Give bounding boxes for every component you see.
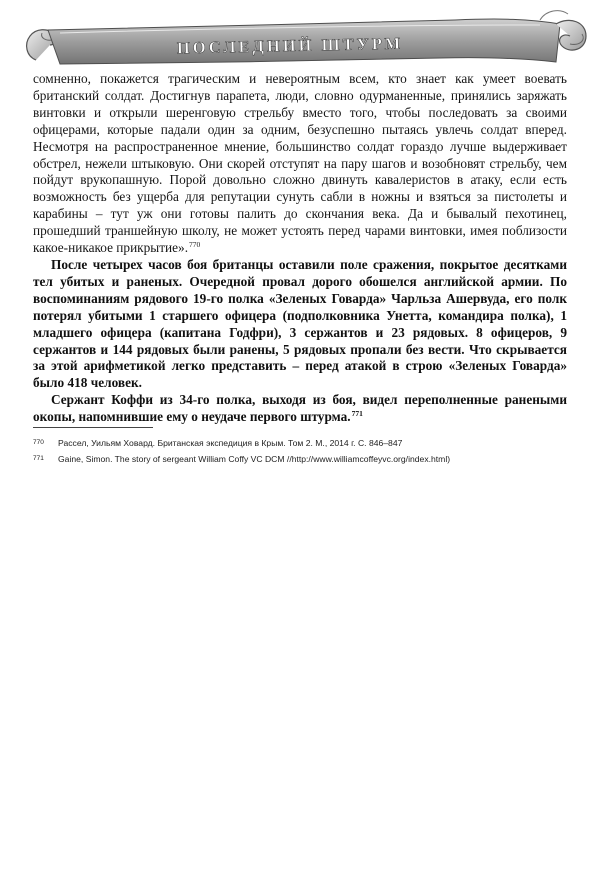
- paragraph-losses: После четырех часов боя британцы оставили поле сражения, покрытое десятками тел убитых и раненых. Очередной провал дорого обошелся английской армии. По воспоминаниям рядового 19-го полка «Зеленых Говарда» Чарльза Ашервуда, его полк потерял убитыми 1 старшего офицера (подполковника Унетта, командира полка), 1 младшего офицера (капитана Годфри), 3 сержантов и 23 рядовых. 8 офицеров, 9 сержантов и 144 рядовых были ранены, 5 рядовых пропали без вести. Что скрывается за этой арифметикой легко представить – перед атакой в строю «Зеленых Говарда» было 418 человек.: [33, 256, 567, 391]
- footnote-number: 770: [33, 439, 44, 446]
- footnote-ref-770[interactable]: 770: [189, 240, 201, 250]
- chapter-title: ПОСЛЕДНИЙ ШТУРМ: [176, 33, 404, 58]
- footnote-ref-771[interactable]: 771: [351, 409, 363, 419]
- banner-flourish-top: [540, 11, 568, 20]
- paragraph-text: сомненно, покажется трагическим и невероятным всем, кто знает как умеет воевать британский солдат. Достигнув парапета, люди, словно одурманенные, принялись заряжать винтовки и открыли шеренговую стрельбу вместо того, чтобы последовать за своими офицерами, которые падали один за одним, безуспешно пытаясь увлечь солдат вперед. Несмотря на распространенное мнение, большинство солдат гораздо лучше выдерживает обстрел, нежели штыковую. Они скорей отступят на пару шагов и возобновят стрельбу, чем пойдут врукопашную. Порой довольно сложно двинуть кавалеристов в атаку, если есть возможность без ущерба для репутации сунуть сабли в ножны и взяться за пистолеты и карабины – тут уж они готовы палить до скончания века. Да и бывалый пехотинец, прошедший траншейную школу, не может устоять перед чарами винтовки, имея поблизости какое-никакое прикрытие».: [33, 71, 567, 256]
- footnote-item: [33, 435, 573, 451]
- paragraph-continuation: [33, 71, 567, 257]
- footnote-divider: [33, 427, 153, 428]
- paragraph-text: Сержант Коффи из 34-го полка, выходя из боя, видел переполненные ранеными окопы, напомнившие ему о неудаче первого штурма.: [33, 392, 567, 425]
- banner-scroll-right: [556, 20, 586, 50]
- footnote-item: [33, 451, 573, 467]
- chapter-header-banner: [0, 0, 600, 70]
- footnote-number: 771: [33, 455, 44, 462]
- footnotes: [33, 435, 573, 467]
- footnote-text: Gaine, Simon. The story of sergeant William Coffy VC DCM //http://www.williamcoffeyvc.org/index.html): [58, 454, 451, 464]
- footnote-text: Рассел, Уильям Ховард. Британская экспедиция в Крым. Том 2. М., 2014 г. С. 846–847: [58, 438, 403, 448]
- paragraph-coffey: [33, 392, 567, 426]
- page-body: [33, 71, 567, 426]
